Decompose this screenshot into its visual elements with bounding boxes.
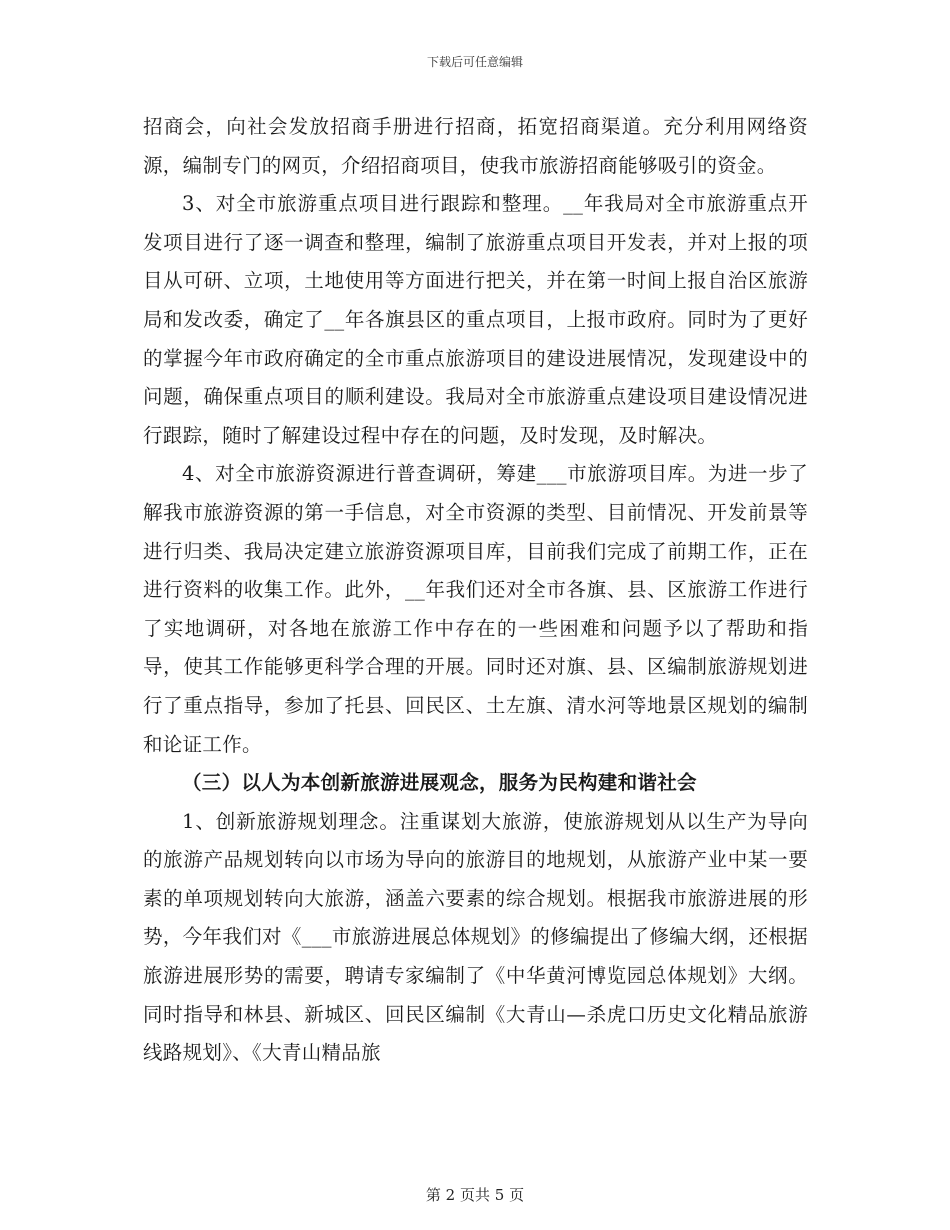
page-header: 下载后可任意编辑 bbox=[426, 55, 523, 69]
section-heading: （三）以人为本创新旅游进展观念，服务为民构建和谐社会 bbox=[182, 771, 697, 795]
paragraph-3: 4、对全市旅游资源进行普查调研，筹建___市旅游项目库。为进一步了解我市旅游资源的第一手信息，对全市资源的类型、目前情况、开发前景等进行归类、我局决定建立旅游资源项目库，目前我们完成了前期工作，正在进行资料的收集工作。此外，__年我们还对全市各旗、县、区旅游工作进行了实地调研，对各地在旅游工作中存在的一些困难和问题予以了帮助和指导，使其工作能够更科学合理的开展。同时还对旗、县、区编制旅游规划进行了重点指导，参加了托县、回民区、土左旗、清水河等地景区规划的编制和论证工作。 bbox=[143, 462, 808, 756]
paragraph-4: 1、创新旅游规划理念。注重谋划大旅游，使旅游规划从以生产为导向的旅游产品规划转向以市场为导向的旅游目的地规划，从旅游产业中某一要素的单项规划转向大旅游，涵盖六要素的综合规划。根据我市旅游进展的形势，今年我们对《___市旅游进展总体规划》的修编提出了修编大纲，还根据旅游进展形势的需要，聘请专家编制了《中华黄河博览园总体规划》大纲。同时指导和林县、新城区、回民区编制《大青山—杀虎口历史文化精品旅游线路规划》、《大青山精品旅 bbox=[143, 809, 808, 1065]
document-body bbox=[143, 108, 808, 1073]
paragraph-2: 3、对全市旅游重点项目进行跟踪和整理。__年我局对全市旅游重点开发项目进行了逐一调查和整理，编制了旅游重点项目开发表，并对上报的项目从可研、立项，土地使用等方面进行把关，并在第一时间上报自治区旅游局和发改委，确定了__年各旗县区的重点项目，上报市政府。同时为了更好的掌握今年市政府确定的全市重点旅游项目的建设进展情况，发现建设中的问题，确保重点项目的顺利建设。我局对全市旅游重点建设项目建设情况进行跟踪，随时了解建设过程中存在的问题，及时发现，及时解决。 bbox=[143, 192, 808, 447]
paragraph-1: 招商会，向社会发放招商手册进行招商，拓宽招商渠道。充分利用网络资源，编制专门的网页，介绍招商项目，使我市旅游招商能够吸引的资金。 bbox=[143, 115, 808, 177]
page-footer: 第 2 页共 5 页 bbox=[425, 1186, 525, 1204]
